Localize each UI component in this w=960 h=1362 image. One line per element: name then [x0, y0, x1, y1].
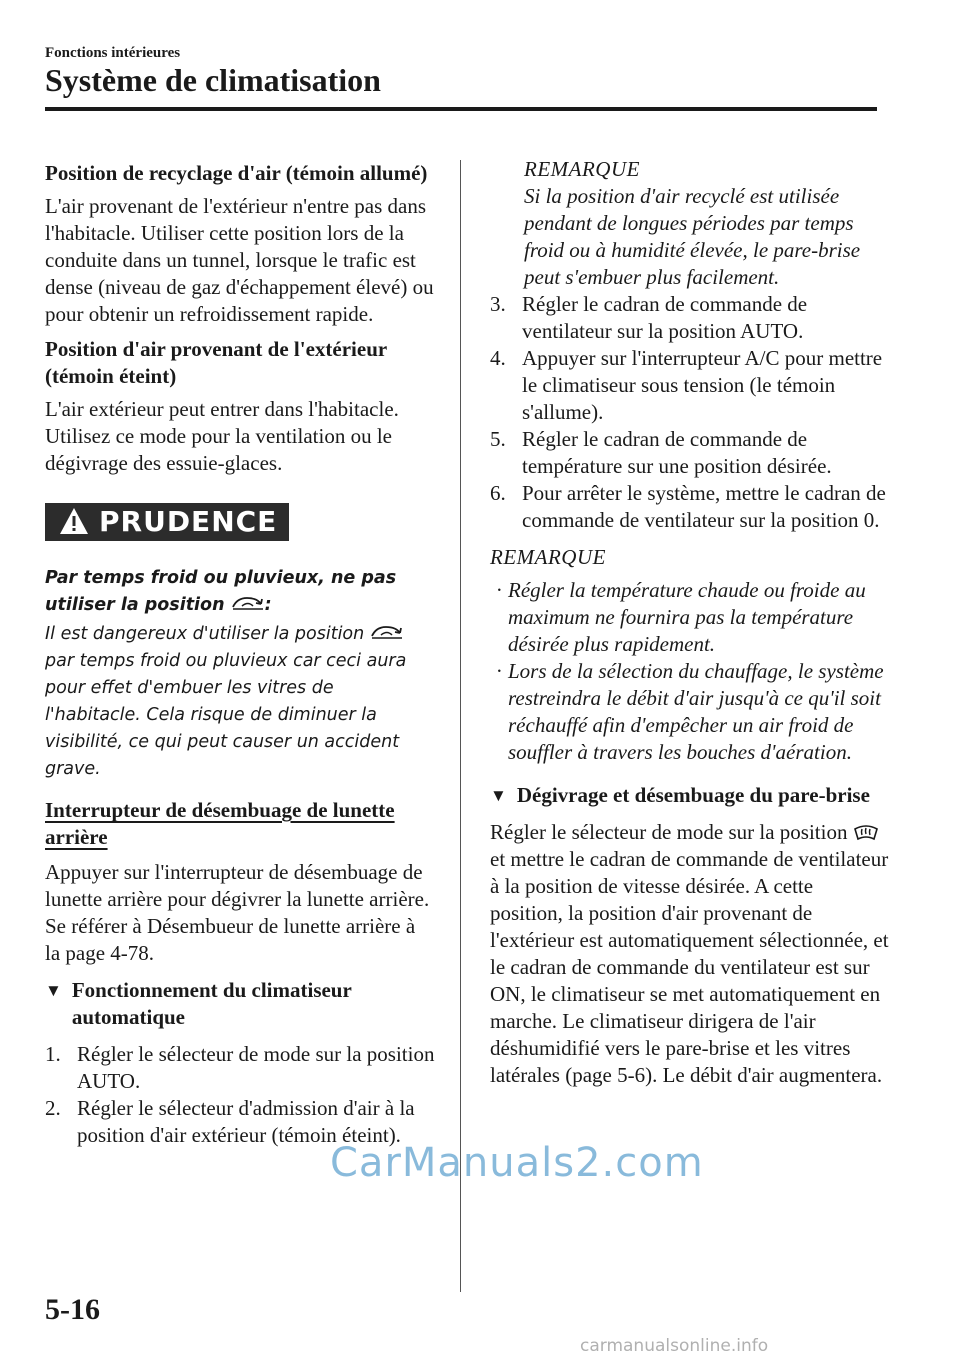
triangle-marker-icon: ▼ [490, 786, 507, 805]
defrost-heading [490, 782, 890, 809]
bullet-icon: · [496, 578, 502, 602]
defrost-text-part2: et mettre le cadran de commande de ventilateur à la position de vitesse désirée. A cette position, la position d'air provenant de l'extérieur est automatiquement sélectionnée, et le cadran de commande du ventilateur est sur ON, le climatiseur se met automatiquement en marche. Le climatiseur dirigera de l'air déshumidifié vers le pare-brise et les vitres latérales (page 5-6). Le débit d'air augmentera. [490, 847, 889, 1087]
step-number: 1. [45, 1042, 61, 1066]
watermark-logo: CarManuals2.com [330, 1140, 704, 1186]
caution-title-colon: : [264, 595, 272, 615]
outside-air-heading: Position d'air provenant de l'extérieur (témoin éteint) [45, 337, 387, 388]
step-number: 4. [490, 346, 506, 370]
note-title: REMARQUE [524, 157, 640, 181]
recycle-heading: Position de recyclage d'air (témoin allumé) [45, 161, 428, 185]
right-column [490, 157, 890, 1097]
recycle-text: L'air provenant de l'extérieur n'entre pas dans l'habitacle. Utiliser cette position lors de la conduite dans un tunnel, lorsque le trafic est dense (niveau de gaz d'échappement élevé) ou pour obtenir un refroidissement rapide. [45, 194, 434, 326]
warning-triangle-icon [59, 507, 89, 535]
step-number: 6. [490, 481, 506, 505]
defrost-text [490, 819, 890, 1089]
list-item [45, 1041, 435, 1095]
note-item-text: Lors de la sélection du chauffage, le système restreindra le débit d'air jusqu'à ce qu'il soit réchauffé afin d'empêcher un air froid de souffler à travers les bouches d'aération. [508, 659, 884, 764]
prudence-banner [45, 503, 289, 541]
recirculation-icon [231, 595, 265, 611]
auto-ac-heading [45, 977, 435, 1031]
step-number: 5. [490, 427, 506, 451]
page-number: 5-16 [45, 1293, 100, 1326]
caution-text-part2: par temps froid ou pluvieux car ceci aura pour effet d'embuer les vitres de l'habitacle. Cela risque de diminuer la visibilité, ce qui peut causer un accident grave. [45, 651, 407, 779]
column-divider [460, 160, 461, 1292]
caution-title [45, 565, 435, 619]
rear-defogger-heading: Interrupteur de désembuage de lunette arrière [45, 798, 395, 849]
watermark-footer: carmanualsonline.info [580, 1336, 769, 1356]
left-column [45, 160, 435, 1149]
outside-air-text: L'air extérieur peut entrer dans l'habitacle. Utilisez ce mode pour la ventilation ou le dégivrage des essuie-glaces. [45, 397, 399, 475]
note-title: REMARQUE [490, 545, 606, 569]
auto-steps-left [45, 1041, 435, 1149]
page-title: Système de climatisation [45, 62, 381, 98]
auto-ac-heading-text: Fonctionnement du climatiseur automatique [71, 978, 352, 1029]
list-item [490, 577, 890, 658]
header-section: Fonctions intérieures [45, 45, 181, 61]
header-rule [45, 107, 877, 111]
defrost-text-part1: Régler le sélecteur de mode sur la position [490, 820, 848, 844]
caution-title-text: Par temps froid ou pluvieux, ne pas utiliser la position [45, 568, 397, 615]
list-item [490, 426, 890, 480]
caution-text-part1: Il est dangereux d'utiliser la position [45, 624, 370, 644]
step-text: Régler le cadran de commande de température sur une position désirée. [522, 427, 832, 478]
caution-block [45, 565, 435, 783]
rear-defogger-text: Appuyer sur l'interrupteur de désembuage de lunette arrière pour dégivrer la lunette arrière. [45, 860, 430, 911]
recirculation-icon [370, 624, 404, 640]
auto-steps-right [490, 291, 890, 534]
bullet-icon: · [496, 659, 502, 683]
defrost-heading-text: Dégivrage et désembuage du pare-brise [516, 783, 870, 807]
rear-defogger-reference: Se référer à Désembueur de lunette arrière à la page 4-78. [45, 914, 416, 965]
list-item [490, 291, 890, 345]
step-text: Pour arrêter le système, mettre le cadran de commande de ventilateur sur la position 0. [522, 481, 886, 532]
prudence-label: PRUDENCE [99, 504, 278, 538]
list-item [490, 480, 890, 534]
step-text: Régler le sélecteur de mode sur la position AUTO. [77, 1042, 435, 1093]
note-item-text: Régler la température chaude ou froide au maximum ne fournira pas la température désirée plus rapidement. [508, 578, 866, 656]
triangle-marker-icon: ▼ [45, 981, 62, 1000]
step-text: Appuyer sur l'interrupteur A/C pour mettre le climatiseur sous tension (le témoin s'allume). [522, 346, 883, 424]
note-list [490, 577, 890, 766]
list-item [490, 345, 890, 426]
step-text: Régler le sélecteur d'admission d'air à la position d'air extérieur (témoin éteint). [77, 1096, 415, 1147]
caution-text [45, 621, 435, 783]
step-number: 2. [45, 1096, 61, 1120]
note-text: Si la position d'air recyclé est utilisée pendant de longues périodes par temps froid ou à humidité élevée, le pare-brise peut s'embuer plus facilement. [524, 184, 861, 289]
windshield-defrost-icon [853, 823, 879, 841]
step-number: 3. [490, 292, 506, 316]
step-text: Régler le cadran de commande de ventilateur sur la position AUTO. [522, 292, 808, 343]
note-recirculation [490, 156, 890, 291]
list-item [490, 658, 890, 766]
